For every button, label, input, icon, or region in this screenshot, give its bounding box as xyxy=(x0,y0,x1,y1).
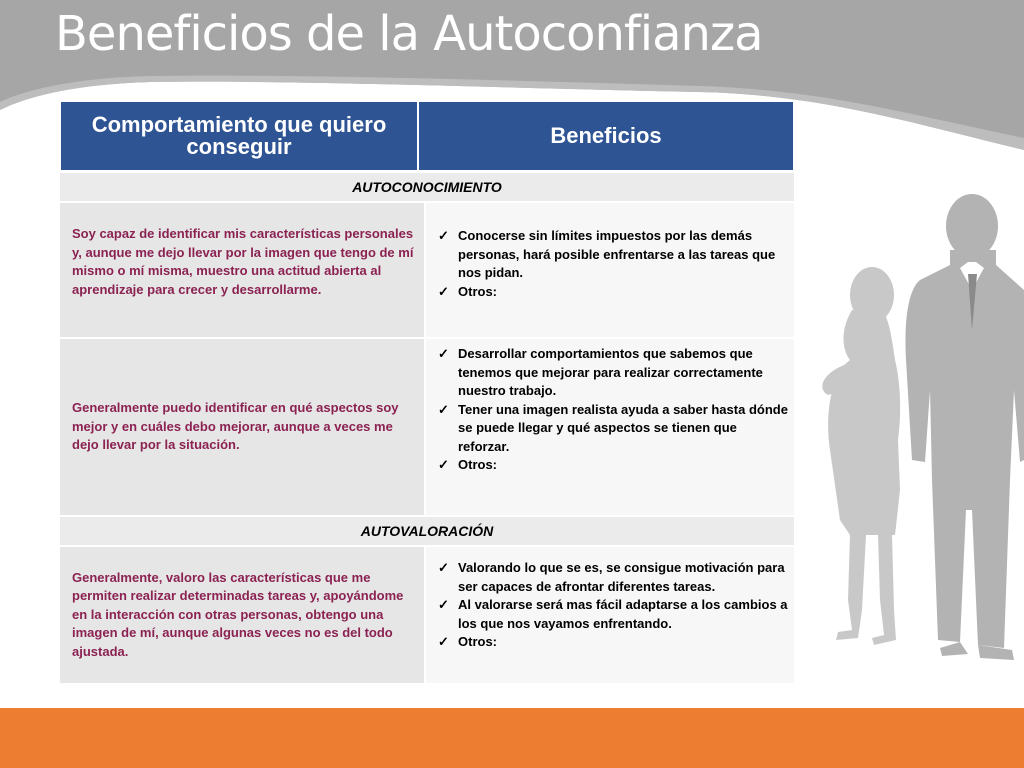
benefits-list xyxy=(436,345,790,475)
benefit-item: ✓ Tener una imagen realista ayuda a saber hasta dónde se puede llegar y qué aspectos se tienen que reforzar. xyxy=(436,401,790,457)
header-benefits: Beneficios xyxy=(419,102,793,170)
table-header-row xyxy=(60,101,794,171)
table-row xyxy=(60,339,794,515)
behavior-cell: Soy capaz de identificar mis características personales y, aunque me dejo llevar por la imagen que tengo de mí mismo o mí misma, muestro una actitud abierta al aprendizaje para crecer y desarrollarme. xyxy=(60,203,424,337)
benefit-item: ✓ Desarrollar comportamientos que sabemos que tenemos que mejorar para realizar correctamente nuestro trabajo. xyxy=(436,345,790,401)
benefit-item: ✓ Otros: xyxy=(436,283,790,302)
section-title-autoconocimiento: AUTOCONOCIMIENTO xyxy=(60,173,794,201)
section-title-autovaloracion: AUTOVALORACIÓN xyxy=(60,517,794,545)
header-behavior: Comportamiento que quiero conseguir xyxy=(61,102,419,170)
benefit-item: ✓ Otros: xyxy=(436,456,790,475)
benefits-table xyxy=(60,101,794,683)
benefits-cell xyxy=(426,339,794,515)
table-row xyxy=(60,547,794,683)
benefits-cell xyxy=(426,547,794,683)
behavior-cell: Generalmente, valoro las características que me permiten realizar determinadas tareas y, apoyándome en la interacción con otras personas, obtengo una imagen de mí, aunque algunas veces no es del todo ajustada. xyxy=(60,547,424,683)
benefits-list xyxy=(436,559,790,652)
behavior-cell: Generalmente puedo identificar en qué aspectos soy mejor y en cuáles debo mejorar, aunque a veces me dejo llevar por la situación. xyxy=(60,339,424,515)
benefit-item: ✓ Conocerse sin límites impuestos por las demás personas, hará posible enfrentarse a las tareas que nos pidan. xyxy=(436,227,790,283)
benefit-item: ✓ Valorando lo que se es, se consigue motivación para ser capaces de afrontar diferentes tareas. xyxy=(436,559,790,596)
table-row xyxy=(60,203,794,337)
slide-title: Beneficios de la Autoconfianza xyxy=(55,6,763,62)
benefits-cell xyxy=(426,203,794,337)
benefit-item: ✓ Al valorarse será mas fácil adaptarse a los cambios a los que nos vayamos enfrentando. xyxy=(436,596,790,633)
business-people-silhouette xyxy=(800,190,1024,670)
benefit-item: ✓ Otros: xyxy=(436,633,790,652)
footer-accent-bar xyxy=(0,708,1024,768)
benefits-list xyxy=(436,227,790,301)
